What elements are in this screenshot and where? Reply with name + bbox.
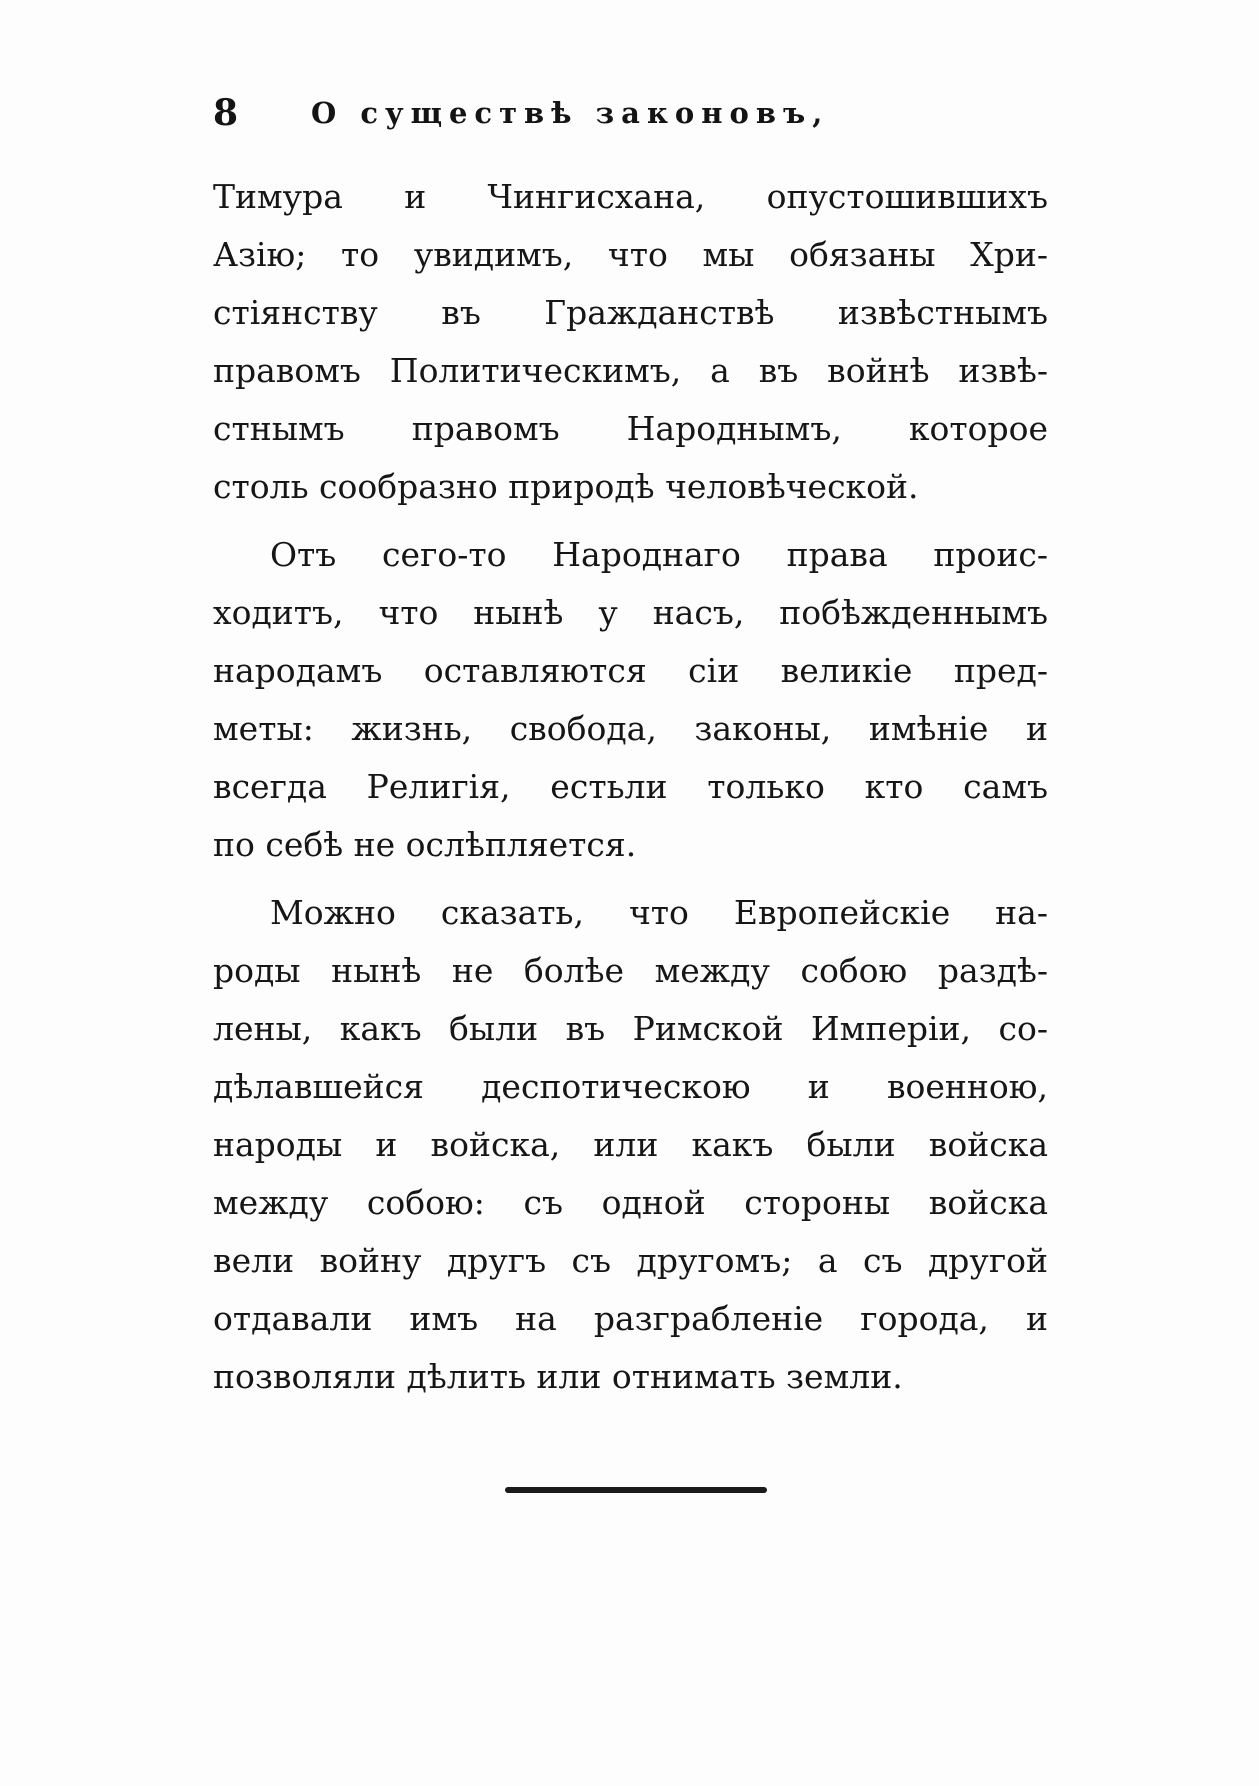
text-line: столь сообразно природѣ человѣческой. [213, 467, 919, 506]
paragraph-3 [213, 884, 1048, 1406]
body-text [213, 168, 1048, 1416]
text-line: стнымъ правомъ Народнымъ, которое [213, 409, 1048, 448]
text-line: позволяли дѣлить или отнимать земли. [213, 1357, 903, 1396]
text-line: народы и войска, или какъ были войска [213, 1125, 1048, 1164]
page-number: 8 [213, 92, 239, 134]
text-line: по себѣ не ослѣпляется. [213, 825, 637, 864]
running-title: О существѣ законовъ, [311, 96, 830, 130]
text-line: правомъ Политическимъ, а въ войнѣ извѣ- [213, 351, 1048, 390]
text-line: народамъ оставляются сіи великіе пред- [213, 651, 1048, 690]
text-line: стіянству въ Гражданствѣ извѣстнымъ [213, 293, 1048, 332]
text-line: Тимура и Чингисхана, опустошившихъ [213, 177, 1048, 216]
text-line: между собою: съ одной стороны войска [213, 1183, 1048, 1222]
text-line: Отъ сего-то Народнаго права проис- [270, 535, 1048, 574]
text-line: роды нынѣ не болѣе между собою раздѣ- [213, 951, 1048, 990]
end-rule [505, 1487, 767, 1493]
page-header [213, 86, 953, 146]
text-line: ходитъ, что нынѣ у насъ, побѣжденнымъ [213, 593, 1048, 632]
paragraph-2 [213, 526, 1048, 874]
text-line: вели войну другъ съ другомъ; а съ другой [213, 1241, 1048, 1280]
text-line: Азію; то увидимъ, что мы обязаны Хри- [213, 235, 1048, 274]
text-line: меты: жизнь, свобода, законы, имѣніе и [213, 709, 1048, 748]
paragraph-1 [213, 168, 1048, 516]
text-line: дѣлавшейся деспотическою и военною, [213, 1067, 1048, 1106]
text-line: отдавали имъ на разграбленіе города, и [213, 1299, 1048, 1338]
text-line: Можно сказать, что Европейскіе на- [270, 893, 1048, 932]
text-line: всегда Религія, естьли только кто самъ [213, 767, 1048, 806]
text-line: лены, какъ были въ Римской Имперіи, со- [213, 1009, 1048, 1048]
